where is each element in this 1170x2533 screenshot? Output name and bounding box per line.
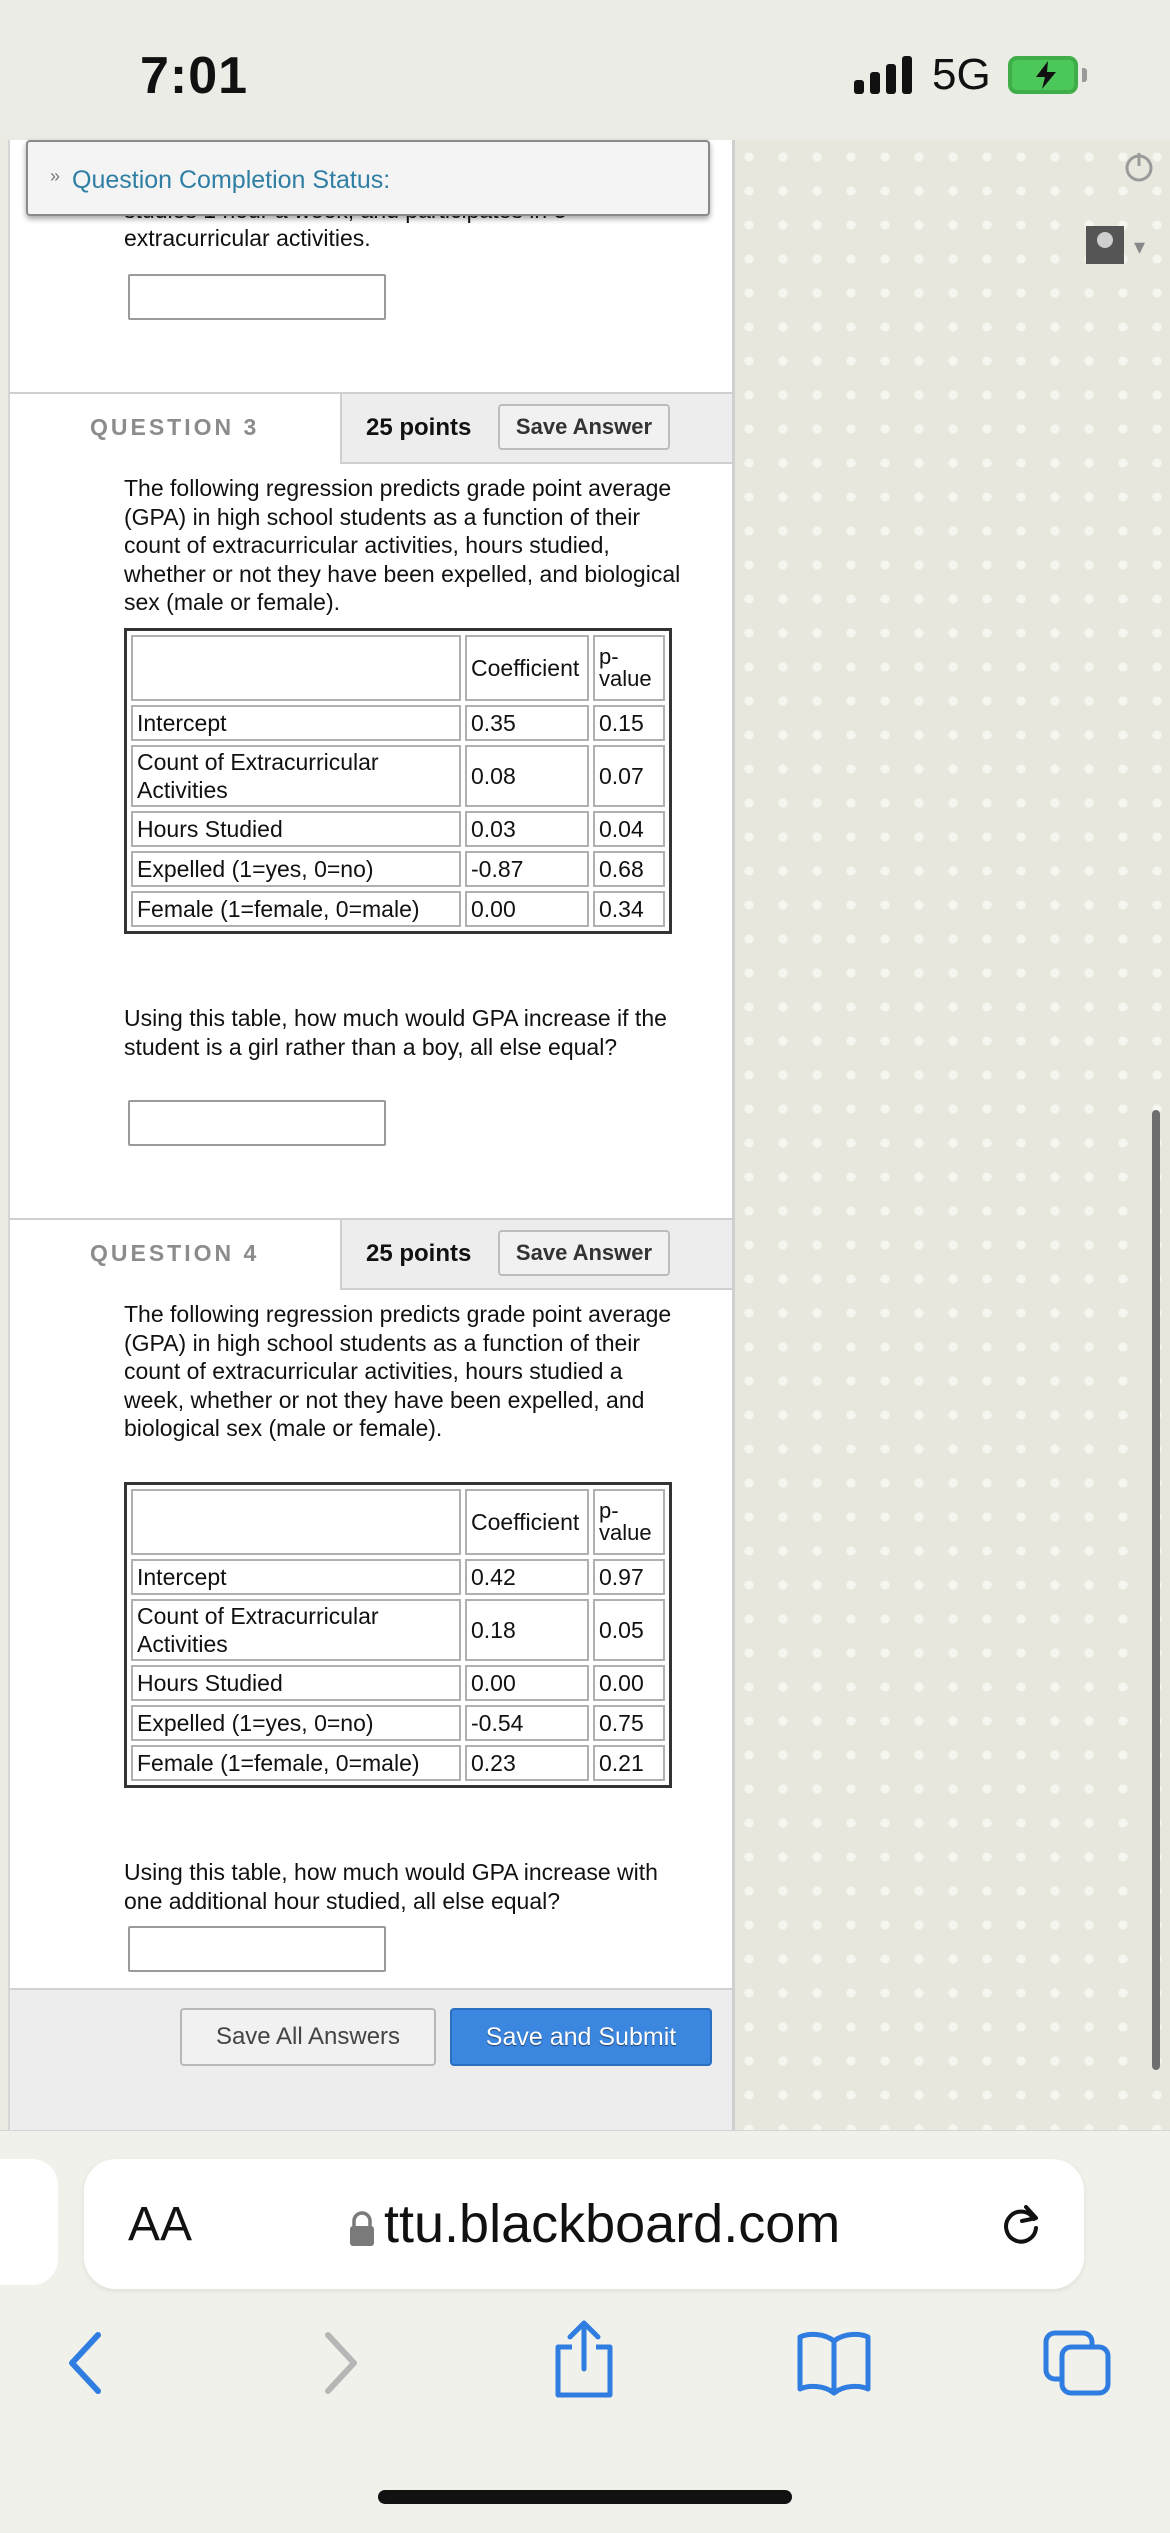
network-type: 5G (932, 50, 991, 99)
tabs-icon[interactable] (1040, 2327, 1116, 2399)
save-answer-button[interactable]: Save Answer (498, 404, 670, 450)
table-row (131, 851, 665, 887)
double-chevron-down-icon: » (50, 166, 61, 186)
question-3-answer-input[interactable] (128, 1100, 386, 1146)
row-label: Expelled (1=yes, 0=no) (131, 851, 461, 887)
signal-strength-icon (854, 56, 914, 94)
question-title: QUESTION 3 (90, 414, 260, 440)
save-answer-button[interactable]: Save Answer (498, 1230, 670, 1276)
coefficient-cell: 0.00 (465, 891, 589, 927)
p-value-cell: 0.04 (593, 811, 665, 847)
status-bar (0, 0, 1170, 138)
row-label: Hours Studied (131, 1665, 461, 1701)
address-bar[interactable] (84, 2159, 1084, 2289)
scrollbar[interactable] (1152, 1110, 1160, 2070)
forward-arrow-icon[interactable] (316, 2327, 364, 2399)
battery-charging-icon (1008, 56, 1078, 94)
submit-footer (10, 1988, 732, 2130)
bookmarks-icon[interactable] (794, 2327, 874, 2397)
save-all-answers-button[interactable]: Save All Answers (180, 2008, 436, 2066)
coefficient-cell: -0.87 (465, 851, 589, 887)
chevron-down-icon[interactable]: ▾ (1134, 234, 1146, 259)
table-row (131, 1745, 665, 1781)
p-value-cell: 0.68 (593, 851, 665, 887)
p-value-cell: 0.21 (593, 1745, 665, 1781)
reload-icon[interactable] (996, 2199, 1046, 2249)
regression-table (124, 628, 672, 934)
table-header-cell: p-value (593, 1489, 665, 1555)
row-label: Hours Studied (131, 811, 461, 847)
text-size-button[interactable]: AA (128, 2198, 193, 2251)
p-value-cell: 0.34 (593, 891, 665, 927)
p-value-cell: 0.05 (593, 1599, 665, 1661)
row-label: Count of Extracurricular Activities (131, 1599, 461, 1661)
table-header-cell: p-value (593, 635, 665, 701)
regression-table (124, 1482, 672, 1788)
question-completion-status[interactable] (26, 140, 710, 216)
table-row (131, 1599, 665, 1661)
coefficient-cell: 0.03 (465, 811, 589, 847)
avatar[interactable] (1086, 226, 1124, 264)
row-label: Expelled (1=yes, 0=no) (131, 1705, 461, 1741)
question-3-header (10, 392, 732, 464)
home-indicator[interactable] (378, 2490, 792, 2504)
table-header-cell: Coefficient (465, 1489, 589, 1555)
question-4-text: The following regression predicts grade point average (GPA) in high school students as a function of their count of extracurricular activities, hours studied a week, whether or not they have been expelled, and biological sex (male or female). (124, 1301, 672, 1441)
row-label: Count of Extracurricular Activities (131, 745, 461, 807)
question-3-text: The following regression predicts grade point average (GPA) in high school students as a function of their count of extracurricular activities, hours studied, whether or not they have been expelled, and biological sex (male or female). (124, 475, 681, 615)
question-4-header (10, 1218, 732, 1290)
table-row (131, 1705, 665, 1741)
row-label: Intercept (131, 705, 461, 741)
p-value-cell: 0.07 (593, 745, 665, 807)
page-background-pattern (732, 140, 1170, 2130)
coefficient-cell: 0.18 (465, 1599, 589, 1661)
completion-status-label: Question Completion Status: (72, 166, 391, 194)
coefficient-cell: 0.00 (465, 1665, 589, 1701)
table-row (131, 705, 665, 741)
back-arrow-icon[interactable] (62, 2327, 110, 2399)
browser-toolbar (0, 2130, 1170, 2533)
question-4-prompt: Using this table, how much would GPA increase with one additional hour studied, all else equal? (124, 1859, 658, 1914)
save-and-submit-button[interactable]: Save and Submit (450, 2008, 712, 2066)
p-value-cell: 0.00 (593, 1665, 665, 1701)
coefficient-cell: 0.08 (465, 745, 589, 807)
table-header-cell (131, 1489, 461, 1555)
previous-tab-preview[interactable] (0, 2159, 58, 2285)
coefficient-cell: -0.54 (465, 1705, 589, 1741)
question-title: QUESTION 4 (90, 1240, 260, 1266)
question-4-answer-input[interactable] (128, 1926, 386, 1972)
table-row (131, 745, 665, 807)
previous-answer-input[interactable] (128, 274, 386, 320)
coefficient-cell: 0.23 (465, 1745, 589, 1781)
row-label: Intercept (131, 1559, 461, 1595)
coefficient-cell: 0.42 (465, 1559, 589, 1595)
url-text[interactable]: ttu.blackboard.com (384, 2194, 841, 2254)
table-header-cell (131, 635, 461, 701)
table-row (131, 811, 665, 847)
power-icon[interactable] (1122, 150, 1156, 184)
question-points: 25 points (366, 1240, 472, 1267)
lock-icon (348, 2211, 376, 2247)
row-label: Female (1=female, 0=male) (131, 891, 461, 927)
table-row (131, 1559, 665, 1595)
p-value-cell: 0.97 (593, 1559, 665, 1595)
question-points: 25 points (366, 414, 472, 441)
question-3-prompt: Using this table, how much would GPA increase if the student is a girl rather than a boy, all else equal? (124, 1005, 667, 1060)
p-value-cell: 0.75 (593, 1705, 665, 1741)
test-content (8, 140, 735, 2130)
coefficient-cell: 0.35 (465, 705, 589, 741)
table-row (131, 891, 665, 927)
row-label: Female (1=female, 0=male) (131, 1745, 461, 1781)
status-time: 7:01 (140, 47, 249, 105)
table-header-cell: Coefficient (465, 635, 589, 701)
share-icon[interactable] (548, 2317, 620, 2401)
battery-tip (1082, 68, 1087, 82)
p-value-cell: 0.15 (593, 705, 665, 741)
previous-question-text: extracurricular activities. (124, 225, 371, 251)
table-row (131, 1665, 665, 1701)
